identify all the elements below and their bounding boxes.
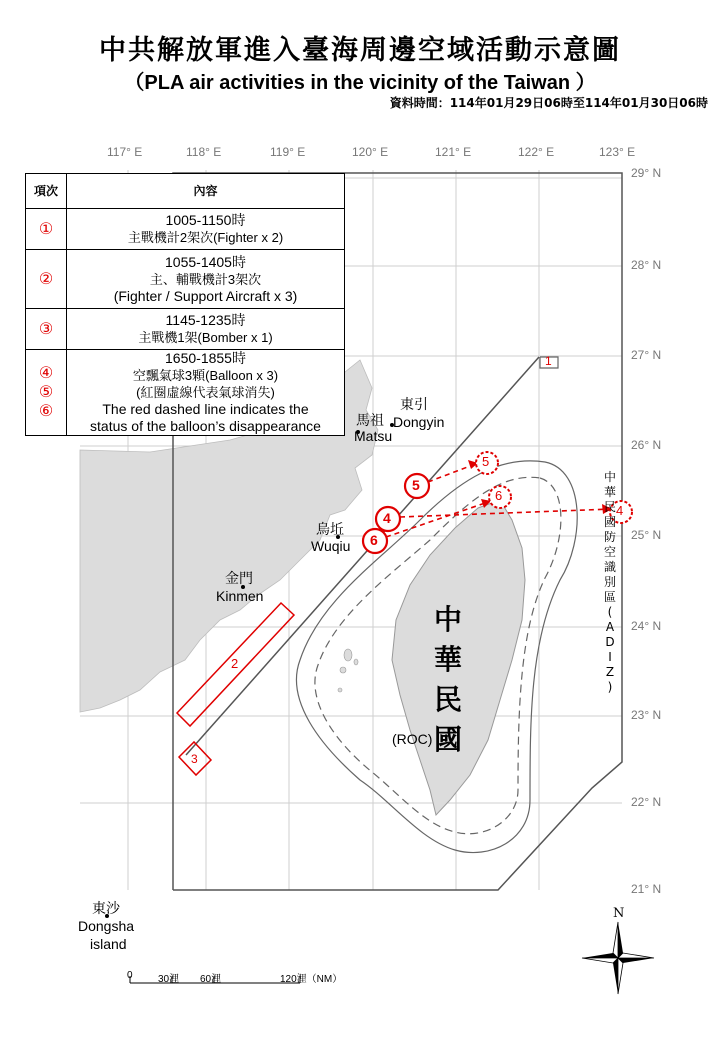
adiz-char: 華	[603, 485, 616, 499]
legend-content	[67, 309, 345, 350]
legend-line: 主、輔戰機計3架次	[149, 271, 262, 287]
legend-row	[26, 209, 345, 250]
lon-label: 118° E	[186, 145, 222, 159]
wuqiu-en: Wuqiu	[311, 538, 351, 554]
roc-char: 中	[434, 603, 463, 636]
legend-content	[67, 209, 345, 250]
dongsha-zh: 東沙	[92, 901, 120, 917]
roc-en: (ROC)	[392, 731, 433, 747]
legend-row	[26, 250, 345, 309]
lat-label: 28° N	[631, 258, 662, 272]
lon-label: 121° E	[435, 145, 472, 159]
dongyin-zh: 東引	[400, 397, 428, 413]
legend-content	[67, 250, 345, 309]
matsu-zh: 馬祖	[356, 413, 384, 429]
legend-line: The red dashed line indicates the	[102, 401, 309, 417]
lat-label: 26° N	[631, 438, 662, 452]
legend-col-content: 內容	[67, 174, 345, 209]
north-arrow-icon	[582, 922, 654, 994]
legend-line: 主戰機計2架次(Fighter x 2)	[127, 230, 284, 245]
legend-line: 1145-1235時	[165, 312, 246, 328]
north-label: N	[613, 906, 625, 921]
kinmen-zh: 金門	[225, 571, 253, 587]
legend-line: 1005-1150時	[165, 212, 246, 228]
legend-marker: ①	[26, 209, 67, 250]
adiz-char: D	[605, 635, 615, 649]
lat-label: 21° N	[631, 882, 662, 896]
scale-tick: 0	[127, 970, 133, 981]
adiz-char: Z	[605, 665, 615, 679]
page-title: 中共解放軍進入臺海周邊空域活動示意圖	[99, 35, 621, 66]
lat-label: 24° N	[631, 619, 662, 633]
legend-marker: ④ ⑤ ⑥	[26, 350, 67, 436]
scale-tick: 30浬	[158, 974, 180, 985]
adiz-char: 中	[603, 470, 616, 484]
legend-row	[26, 350, 345, 436]
scale-tick: 60浬	[200, 974, 222, 985]
lon-label: 122° E	[518, 145, 555, 159]
kinmen-en: Kinmen	[216, 588, 264, 604]
roc-char: 民	[434, 683, 463, 716]
adiz-char: 別	[603, 575, 616, 589]
marker-6-start: 6	[370, 532, 378, 548]
adiz-char: 民	[603, 500, 616, 514]
lat-label: 22° N	[631, 795, 662, 809]
dongsha-en: Dongsha	[78, 918, 135, 934]
marker-3: 3	[191, 752, 198, 766]
legend-marker: ②	[26, 250, 67, 309]
lon-label: 119° E	[270, 145, 306, 159]
legend-line: (Fighter / Support Aircraft x 3)	[113, 287, 298, 304]
roc-char: 華	[434, 643, 463, 676]
lat-label: 29° N	[631, 166, 662, 180]
adiz-char: 空	[603, 545, 616, 559]
wuqiu-zh: 烏坵	[316, 522, 344, 538]
adiz-char: I	[608, 650, 612, 664]
legend-line: 1055-1405時	[165, 253, 246, 270]
adiz-char: 區	[603, 590, 616, 604]
legend-line: 空飄氣球3顆(Balloon x 3)	[132, 368, 279, 383]
roc-char: 國	[434, 723, 463, 756]
legend-line: 主戰機1架(Bomber x 1)	[138, 330, 273, 345]
page-subtitle: （PLA air activities in the vicinity of the Taiwan ）	[124, 72, 596, 94]
legend-header-row	[26, 174, 345, 209]
scale-tick: 120浬（NM）	[280, 974, 343, 985]
lon-label: 120° E	[352, 145, 389, 159]
legend-col-item: 項次	[26, 174, 67, 209]
penghu-islands	[338, 649, 358, 692]
legend-line: 1650-1855時	[165, 350, 246, 366]
marker-2: 2	[231, 656, 239, 671]
adiz-char: A	[605, 620, 615, 634]
marker-5-end: 5	[482, 454, 490, 469]
marker-6-end: 6	[495, 488, 503, 503]
lat-label: 23° N	[631, 708, 662, 722]
lat-label: 27° N	[631, 348, 662, 362]
legend-table	[25, 173, 345, 436]
adiz-char: )	[607, 680, 613, 694]
dongyin-en: Dongyin	[393, 414, 445, 430]
marker-4-end: 4	[616, 503, 624, 518]
matsu-en: Matsu	[354, 428, 393, 444]
marker-1: 1	[545, 354, 552, 368]
legend-line: (紅圈虛線代表氣球消失)	[136, 385, 275, 400]
legend-line: status of the balloon’s disappearance	[90, 418, 321, 434]
adiz-char: 識	[603, 560, 616, 574]
adiz-char: 國	[603, 515, 616, 529]
legend-row	[26, 309, 345, 350]
lon-label: 117° E	[107, 145, 143, 159]
dongsha-en-2: island	[90, 936, 127, 952]
marker-5-start: 5	[412, 477, 420, 493]
adiz-char: 防	[603, 530, 616, 544]
lat-label: 25° N	[631, 528, 662, 542]
adiz-char: (	[607, 605, 613, 619]
lon-label: 123° E	[599, 145, 636, 159]
data-time: 資料時間：114年01月29日06時至114年01月30日06時	[389, 96, 708, 110]
legend-marker: ③	[26, 309, 67, 350]
legend-content	[67, 350, 345, 436]
marker-4-start: 4	[383, 510, 391, 526]
